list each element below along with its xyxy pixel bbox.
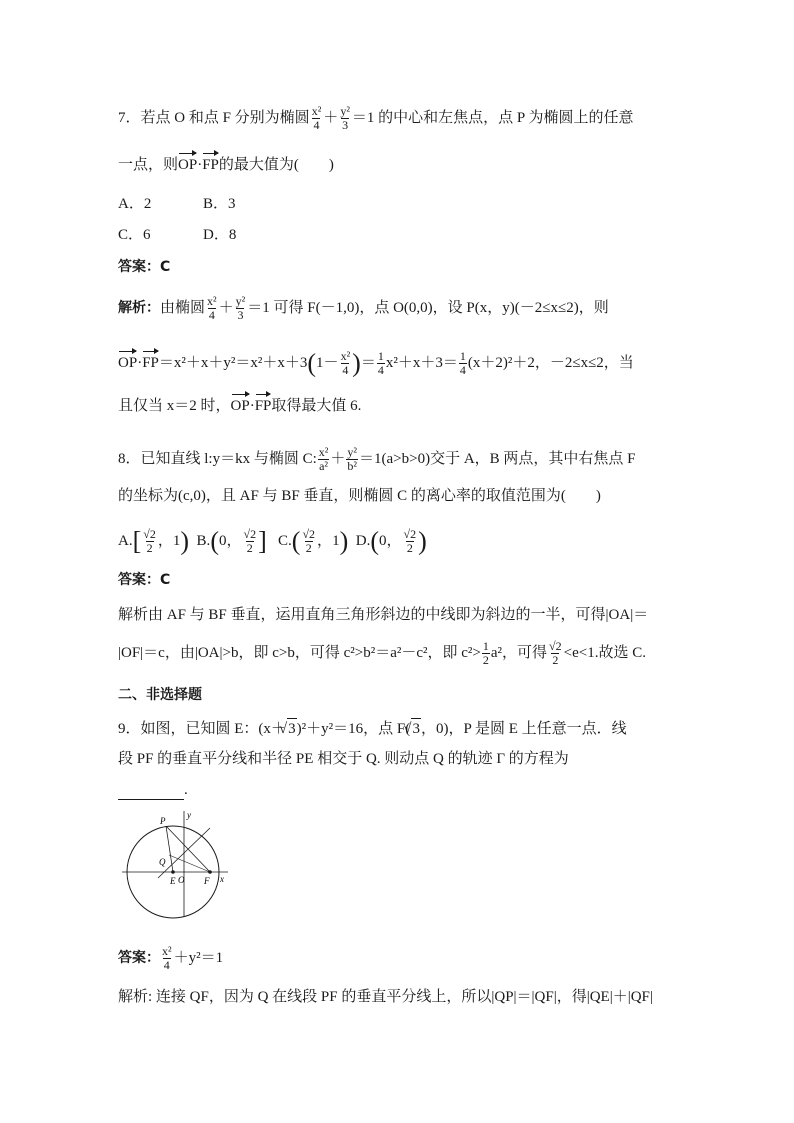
plus: ＋ [218, 299, 234, 316]
label-o: O [178, 875, 185, 885]
numerator: √2 [403, 527, 417, 541]
q9-text: ，0)，P 是圆 E 上任意一点．线 [420, 721, 627, 737]
numerator: x² [207, 294, 217, 308]
fraction [318, 446, 330, 473]
solution-text: <e<1.故选 C. [563, 644, 646, 661]
point-e [171, 870, 175, 874]
denominator: 2 [552, 653, 559, 667]
q9-stem-line2: 段 PF 的垂直平分线和半径 PE 相交于 Q. 则动点 Q 的轨迹 Γ 的方程为 [118, 751, 569, 767]
q8-stem-line1 [118, 446, 636, 473]
q7-solution-line2: OP·FP＝x²＋x＋y²＝x²＋x＋3(1－ $\frac{\text{x²}}{4}$ )＝ $\frac{1}{4}$ x²＋x＋3＝ $\frac{1}{4}$ (x＋2)²＋2，－2≤x≤2，当 [118, 348, 634, 378]
paren-left: ( [210, 526, 219, 556]
zero: 0， [218, 532, 242, 549]
vector-op: OP [178, 157, 198, 173]
one: 1 [332, 532, 340, 549]
dot: · [197, 157, 203, 173]
one: 1 [316, 354, 324, 371]
paren-left: ( [370, 526, 379, 556]
label-f: F [204, 876, 210, 886]
label-q: Q [159, 857, 166, 867]
numerator: 1 [482, 639, 489, 653]
q8-text: ＝1(a>b>0)交于 A，B 两点，其中右焦点 F [359, 450, 636, 467]
blank-line [118, 785, 184, 800]
q8-stem-line2: 的坐标为(c,0)，且 AF 与 BF 垂直，则椭圆 C 的离心率的取值范围为( ) [118, 488, 601, 504]
option-b-label: B. [196, 532, 211, 549]
denominator: b² [347, 459, 357, 473]
vector-fp: FP [142, 354, 159, 371]
fraction [235, 295, 247, 322]
numerator: √2 [302, 527, 316, 541]
q7-text: 一点，则 [118, 157, 179, 173]
solution-label: 解析： [118, 299, 160, 316]
fraction [301, 528, 316, 555]
fraction [459, 350, 467, 377]
denominator: 4 [208, 308, 215, 322]
q9-text: 9．如图，已知圆 E：(x＋ [118, 721, 286, 737]
denominator: 4 [459, 363, 466, 377]
q9-solution: 解析: 连接 QF，因为 Q 在线段 PF 的垂直平分线上，所以|QP|＝|QF|，得|QE|＋|QF| [118, 989, 653, 1005]
label-x: x [220, 874, 224, 884]
solution-text: 取得最大值 6. [271, 398, 362, 414]
q7-text: 的最大值为( ) [218, 157, 334, 173]
bracket-left: [ [132, 526, 142, 556]
q8-options: A.[ $\frac{√2}{2}$ ，1) B.(0， $\frac{√2}{2}$ ] C.( $\frac{√2}{2}$ ，1) D.(0， $\frac{√2}{2}$ ) [118, 526, 427, 556]
fraction [206, 295, 218, 322]
numerator: √2 [243, 527, 257, 541]
q7-solution-line3 [118, 396, 361, 416]
numerator: 1 [377, 349, 384, 363]
paren-right: ) [180, 526, 190, 556]
fraction [161, 945, 173, 972]
q7-solution-line1 [118, 295, 609, 322]
fraction [340, 350, 352, 377]
fraction [548, 640, 563, 667]
fraction [482, 640, 490, 667]
q7-stem-line2 [118, 155, 334, 175]
sqrt-three: √ 3 [411, 718, 421, 739]
paren-right: ) [418, 526, 427, 556]
q7-stem-line1 [118, 105, 633, 132]
numerator: √2 [143, 527, 156, 541]
numerator: y² [347, 445, 357, 459]
dot: · [137, 354, 143, 371]
option-a-label: A. [118, 532, 133, 549]
numerator: x² [162, 944, 172, 958]
numerator: y² [235, 294, 246, 308]
q9-stem-line1 [118, 718, 627, 739]
q9-figure [118, 808, 230, 920]
fraction [346, 446, 358, 473]
solution-text: 由椭圆 [160, 299, 206, 316]
fraction [403, 528, 418, 555]
plus: ＋ [330, 450, 346, 467]
minus: － [323, 354, 339, 371]
paren-right: ) [352, 348, 361, 378]
answer-text: ＋y²＝1 [173, 949, 224, 966]
label-e: E [170, 876, 176, 886]
q8-solution-line2 [118, 640, 646, 667]
q7-option-d: D．8 [203, 227, 237, 243]
solution-text: ＝1 可得 F(－1,0)，点 O(0,0)，设 P(x，y)(－2≤x≤2)，则 [247, 299, 609, 316]
q8-text: 8．已知直线 l:y＝kx 与椭圆 C: [118, 450, 317, 467]
fraction [339, 105, 351, 132]
solution-text: ＝x²＋x＋y²＝x²＋x＋3 [158, 354, 308, 371]
solution-text: x²＋x＋3＝ [385, 354, 458, 371]
fraction [377, 350, 385, 377]
denominator: 3 [237, 308, 244, 322]
q7-option-b: B．3 [203, 196, 236, 212]
paren-right: ) [339, 526, 349, 556]
denominator: 4 [342, 363, 349, 377]
q7-text: 7．若点 O 和点 F 分别为椭圆 [118, 109, 310, 126]
q7-option-a: A．2 [118, 196, 152, 212]
numerator: √2 [549, 639, 562, 653]
q7-text: ＝1 的中心和左焦点，点 P 为椭圆上的任意 [351, 109, 634, 126]
numerator: x² [340, 349, 351, 363]
sqrt-three: √ 3 [287, 718, 297, 739]
solution-text: |OF|＝c，由|OA|>b，即 c>b，可得 c²>b²＝a²－c²，即 c²> [118, 644, 481, 661]
numerator: x² [318, 445, 329, 459]
denominator: 2 [246, 541, 253, 555]
answer-label: 答案： [118, 949, 160, 966]
denominator: 2 [482, 653, 489, 667]
bracket-right: ] [258, 526, 267, 556]
numerator: x² [311, 104, 322, 118]
point-f [208, 870, 212, 874]
q8-solution-line1: 解析由 AF 与 BF 垂直，运用直角三角形斜边的中线即为斜边的一半，可得|OA|＝ [118, 607, 649, 623]
fraction [243, 528, 258, 555]
q9-answer [118, 945, 223, 972]
denominator: 4 [377, 363, 384, 377]
denominator: 4 [163, 958, 170, 972]
paren-left: ( [291, 526, 301, 556]
section-heading: 二、非选择题 [118, 687, 202, 703]
one: 1 [172, 532, 181, 549]
fraction [311, 105, 323, 132]
denominator: 4 [313, 118, 320, 132]
denominator: 2 [305, 541, 312, 555]
solution-text: (x＋2)²＋2，－2≤x≤2，当 [467, 354, 634, 371]
label-p: P [160, 816, 166, 826]
dot: · [249, 398, 255, 414]
denominator: 3 [342, 118, 349, 132]
denominator: 2 [146, 541, 153, 555]
denominator: a² [319, 459, 329, 473]
paren-left: ( [307, 348, 317, 378]
option-d-label: D. [355, 532, 371, 549]
vector-op: OP [230, 398, 250, 414]
vector-fp: FP [202, 157, 219, 173]
q9-answer-blank: . [118, 780, 188, 800]
option-c-label: C. [278, 532, 292, 549]
numerator: y² [340, 104, 350, 118]
numerator: 1 [459, 349, 466, 363]
q7-option-c: C．6 [118, 227, 151, 243]
plus: ＋ [323, 109, 339, 126]
q7-answer: 答案：C [118, 259, 171, 275]
q9-text: )²＋y²＝16，点 F( [296, 721, 411, 737]
fraction [142, 528, 157, 555]
solution-text: 且仅当 x＝2 时， [118, 398, 231, 414]
denominator: 2 [406, 541, 413, 555]
label-y: y [187, 810, 191, 820]
zero: 0， [379, 532, 402, 549]
vector-fp: FP [254, 398, 272, 414]
segment-qf [169, 855, 210, 872]
solution-text: a²，可得 [490, 644, 548, 661]
q8-answer: 答案：C [118, 572, 171, 588]
vector-op: OP [118, 354, 138, 371]
